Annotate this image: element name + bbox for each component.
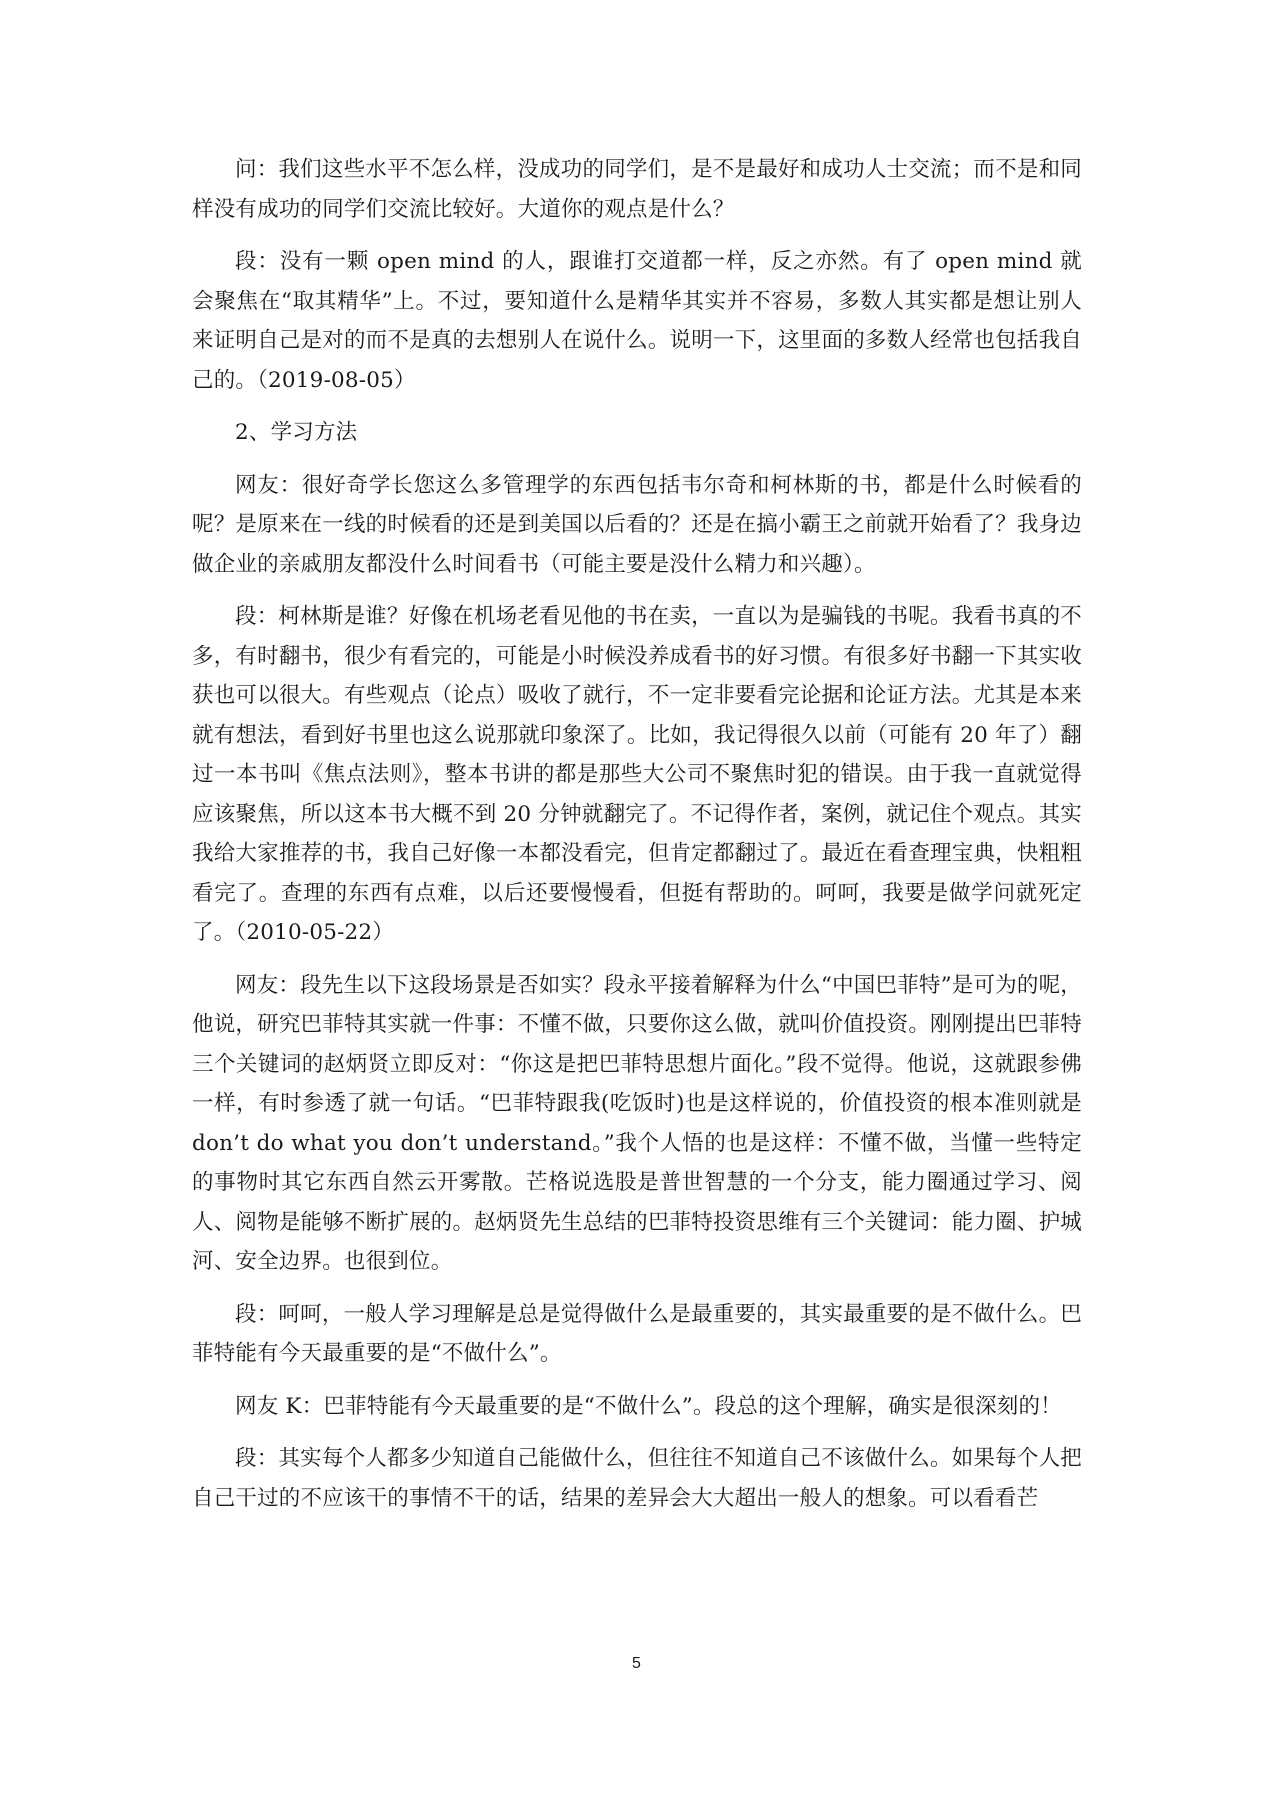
paragraph-netizen-k: 网友 K：巴菲特能有今天最重要的是“不做什么”。段总的这个理解，确实是很深刻的！	[235, 1393, 1062, 1419]
paragraph-question: 问：我们这些水平不怎么样，没成功的同学们，是不是最好和成功人士交流；而不是和同样没有成功的同学们交流比较好。大道你的观点是什么？	[192, 157, 1082, 222]
section-heading-learning-method: 2、学习方法	[235, 420, 358, 445]
paragraph-answer-open-mind: 段：没有一颗 open mind 的人，跟谁打交道都一样，反之亦然。有了 open mind 就会聚焦在“取其精华”上。不过，要知道什么是精华其实并不容易，多数人其实都是想让别人来证明自己是对的而不是真的去想别人在说什么。说明一下，这里面的多数人经常也包括我自己的。（2019-08-05）	[192, 249, 1082, 393]
paragraph-answer-reading: 段：柯林斯是谁？好像在机场老看见他的书在卖，一直以为是骗钱的书呢。我看书真的不多，有时翻书，很少有看完的，可能是小时候没养成看书的好习惯。有很多好书翻一下其实收获也可以很大。有些观点（论点）吸收了就行，不一定非要看完论据和论证方法。尤其是本来就有想法，看到好书里也这么说那就印象深了。比如，我记得很久以前（可能有 20 年了）翻过一本书叫《焦点法则》，整本书讲的都是那些大公司不聚焦时犯的错误。由于我一直就觉得应该聚焦，所以这本书大概不到 20 分钟就翻完了。不记得作者，案例，就记住个观点。其实我给大家推荐的书，我自己好像一本都没看完，但肯定都翻过了。最近在看查理宝典，快粗粗看完了。查理的东西有点难，以后还要慢慢看，但挺有帮助的。呵呵，我要是做学问就死定了。（2010-05-22）	[192, 604, 1082, 945]
paragraph-answer-should-not: 段：其实每个人都多少知道自己能做什么，但往往不知道自己不该做什么。如果每个人把自己干过的不应该干的事情不干的话，结果的差异会大大超出一般人的想象。可以看看芒	[192, 1446, 1082, 1511]
paragraph-netizen-question: 网友：很好奇学长您这么多管理学的东西包括韦尔奇和柯林斯的书，都是什么时候看的呢？是原来在一线的时候看的还是到美国以后看的？还是在搞小霸王之前就开始看了？我身边做企业的亲戚朋友都没什么时间看书（可能主要是没什么精力和兴趣）。	[192, 472, 1082, 577]
paragraph-netizen-buffett: 网友：段先生以下这段场景是否如实？段永平接着解释为什么“中国巴菲特”是可为的呢，他说，研究巴菲特其实就一件事：不懂不做，只要你这么做，就叫价值投资。刚刚提出巴菲特三个关键词的赵炳贤立即反对：“你这是把巴菲特思想片面化。”段不觉得。他说，这就跟参佛一样，有时参透了就一句话。“巴菲特跟我(吃饭时)也是这样说的，价值投资的根本准则就是 don’t do what you don’t understand。”我个人悟的也是这样：不懂不做，当懂一些特定的事物时其它东西自然云开雾散。芒格说选股是普世智慧的一个分支，能力圈通过学习、阅人、阅物是能够不断扩展的。赵炳贤先生总结的巴菲特投资思维有三个关键词：能力圈、护城河、安全边界。也很到位。	[192, 972, 1082, 1274]
paragraph-answer-not-doing: 段：呵呵，一般人学习理解是总是觉得做什么是最重要的，其实最重要的是不做什么。巴菲特能有今天最重要的是“不做什么”。	[192, 1301, 1082, 1366]
document-body	[192, 150, 1082, 1531]
page-number: 5	[632, 1655, 641, 1672]
